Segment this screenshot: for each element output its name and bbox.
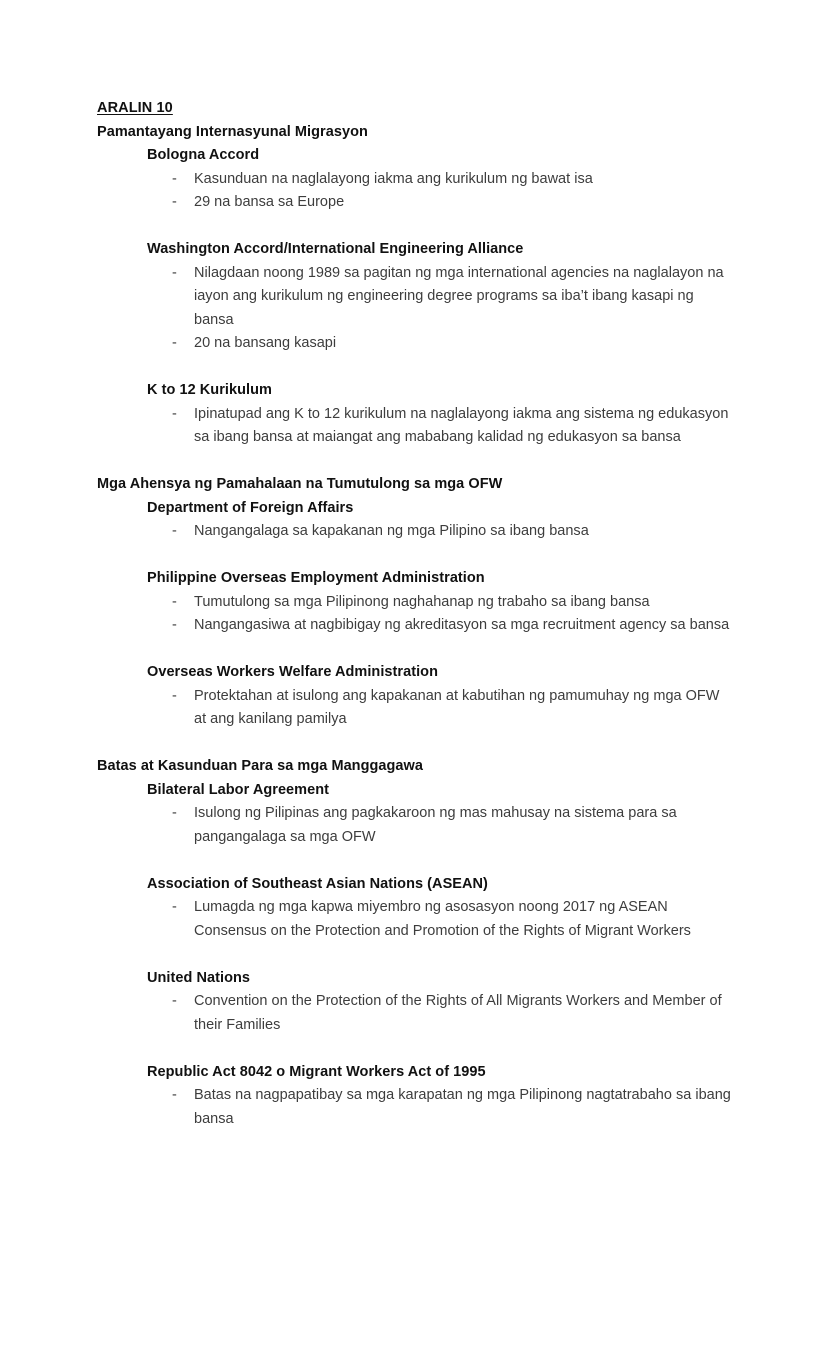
subsection-heading: Bologna Accord: [147, 147, 260, 163]
dash-bullet-icon: -: [172, 899, 177, 915]
document-section: [97, 473, 731, 755]
bullet-list: [97, 403, 731, 450]
subsection: [97, 238, 731, 356]
subsection: [97, 1061, 731, 1132]
list-item: [172, 191, 731, 215]
document-body: [97, 121, 731, 1132]
list-item: [172, 262, 731, 333]
list-item: [172, 802, 731, 849]
dash-bullet-icon: -: [172, 687, 177, 704]
bullet-list: [97, 591, 731, 638]
spacer: [97, 450, 731, 474]
bullet-list: [97, 168, 731, 215]
dash-bullet-icon: -: [172, 593, 177, 610]
subsection: [97, 779, 731, 850]
list-item-text: Protektahan at isulong ang kapakanan at kabutihan ng pamumuhay ng mga OFW at ang kanilang pamilya: [194, 687, 720, 727]
list-item: [172, 520, 731, 544]
subsection-heading: Overseas Workers Welfare Administration: [147, 664, 438, 680]
list-item: [172, 591, 731, 615]
dash-bullet-icon: -: [172, 264, 177, 281]
document-section: [97, 121, 731, 474]
list-item: [172, 614, 731, 638]
subsection: [97, 873, 731, 944]
list-item-text: Kasunduan na naglalayong iakma ang kurikulum ng bawat isa: [194, 170, 593, 187]
dash-bullet-icon: -: [172, 335, 177, 351]
bullet-list: [97, 520, 731, 544]
bullet-list: [97, 896, 731, 943]
bullet-list: [97, 990, 731, 1037]
bullet-list: [97, 1084, 731, 1131]
list-item: [172, 990, 731, 1037]
list-item-text: 20 na bansang kasapi: [194, 335, 337, 351]
spacer: [97, 544, 731, 568]
subsection: [97, 379, 731, 450]
document-section: [97, 755, 731, 1131]
spacer: [97, 732, 731, 756]
spacer: [97, 215, 731, 239]
list-item: [172, 1084, 731, 1131]
dash-bullet-icon: -: [172, 805, 177, 821]
list-item-text: Nilagdaan noong 1989 sa pagitan ng mga international agencies na naglalayon na iayon ang kurikulum ng engineering degree programs sa iba’t ibang kasapi ng bansa: [194, 264, 724, 328]
list-item-text: Nangangasiwa at nagbibigay ng akreditasyon sa mga recruitment agency sa bansa: [194, 617, 730, 633]
page-title: ARALIN 10: [97, 100, 173, 116]
dash-bullet-icon: -: [172, 170, 177, 187]
section-heading: Batas at Kasunduan Para sa mga Manggagawa: [97, 758, 423, 774]
dash-bullet-icon: -: [172, 617, 177, 633]
list-item-text: 29 na bansa sa Europe: [194, 194, 345, 210]
subsection-heading: Department of Foreign Affairs: [147, 499, 354, 516]
bullet-list: [97, 262, 731, 356]
list-item: [172, 685, 731, 732]
subsection: [97, 144, 731, 215]
spacer: [97, 1037, 731, 1061]
subsection-heading: Washington Accord/International Engineering Alliance: [147, 241, 524, 257]
list-item-text: Nangangalaga sa kapakanan ng mga Pilipino sa ibang bansa: [194, 523, 589, 539]
list-item-text: Convention on the Protection of the Rights of All Migrants Workers and Member of their Families: [194, 993, 722, 1033]
spacer: [97, 638, 731, 662]
list-item: [172, 332, 731, 356]
subsection: [97, 567, 731, 638]
list-item-text: Batas na nagpapatibay sa mga karapatan ng mga Pilipinong nagtatrabaho sa ibang bansa: [194, 1087, 731, 1127]
subsection-heading: United Nations: [147, 969, 251, 986]
spacer: [97, 849, 731, 873]
dash-bullet-icon: -: [172, 1087, 177, 1103]
list-item-text: Isulong ng Pilipinas ang pagkakaroon ng mas mahusay na sistema para sa pangangalaga sa mga OFW: [194, 805, 677, 845]
dash-bullet-icon: -: [172, 523, 177, 539]
list-item: [172, 896, 731, 943]
subsection: [97, 497, 731, 544]
dash-bullet-icon: -: [172, 405, 177, 422]
list-item: [172, 403, 731, 450]
subsection-heading: Bilateral Labor Agreement: [147, 781, 330, 798]
spacer: [97, 943, 731, 967]
bullet-list: [97, 685, 731, 732]
dash-bullet-icon: -: [172, 194, 177, 210]
subsection: [97, 967, 731, 1038]
subsection-heading: Association of Southeast Asian Nations (ASEAN): [147, 875, 488, 892]
list-item-text: Tumutulong sa mga Pilipinong naghahanap ng trabaho sa ibang bansa: [194, 593, 650, 610]
subsection: [97, 661, 731, 732]
list-item-text: Lumagda ng mga kapwa miyembro ng asosasyon noong 2017 ng ASEAN Consensus on the Protection and Promotion of the Rights of Migrant Workers: [194, 899, 691, 939]
section-heading: Pamantayang Internasyunal Migrasyon: [97, 123, 368, 140]
list-item: [172, 168, 731, 192]
subsection-heading: Republic Act 8042 o Migrant Workers Act of 1995: [147, 1063, 486, 1080]
subsection-heading: Philippine Overseas Employment Administration: [147, 570, 485, 586]
bullet-list: [97, 802, 731, 849]
dash-bullet-icon: -: [172, 993, 177, 1009]
section-heading: Mga Ahensya ng Pamahalaan na Tumutulong sa mga OFW: [97, 476, 503, 492]
subsection-heading: K to 12 Kurikulum: [147, 382, 272, 398]
spacer: [97, 356, 731, 380]
list-item-text: Ipinatupad ang K to 12 kurikulum na naglalayong iakma ang sistema ng edukasyon sa ibang bansa at maiangat ang mababang kalidad ng edukasyon sa bansa: [194, 405, 729, 445]
